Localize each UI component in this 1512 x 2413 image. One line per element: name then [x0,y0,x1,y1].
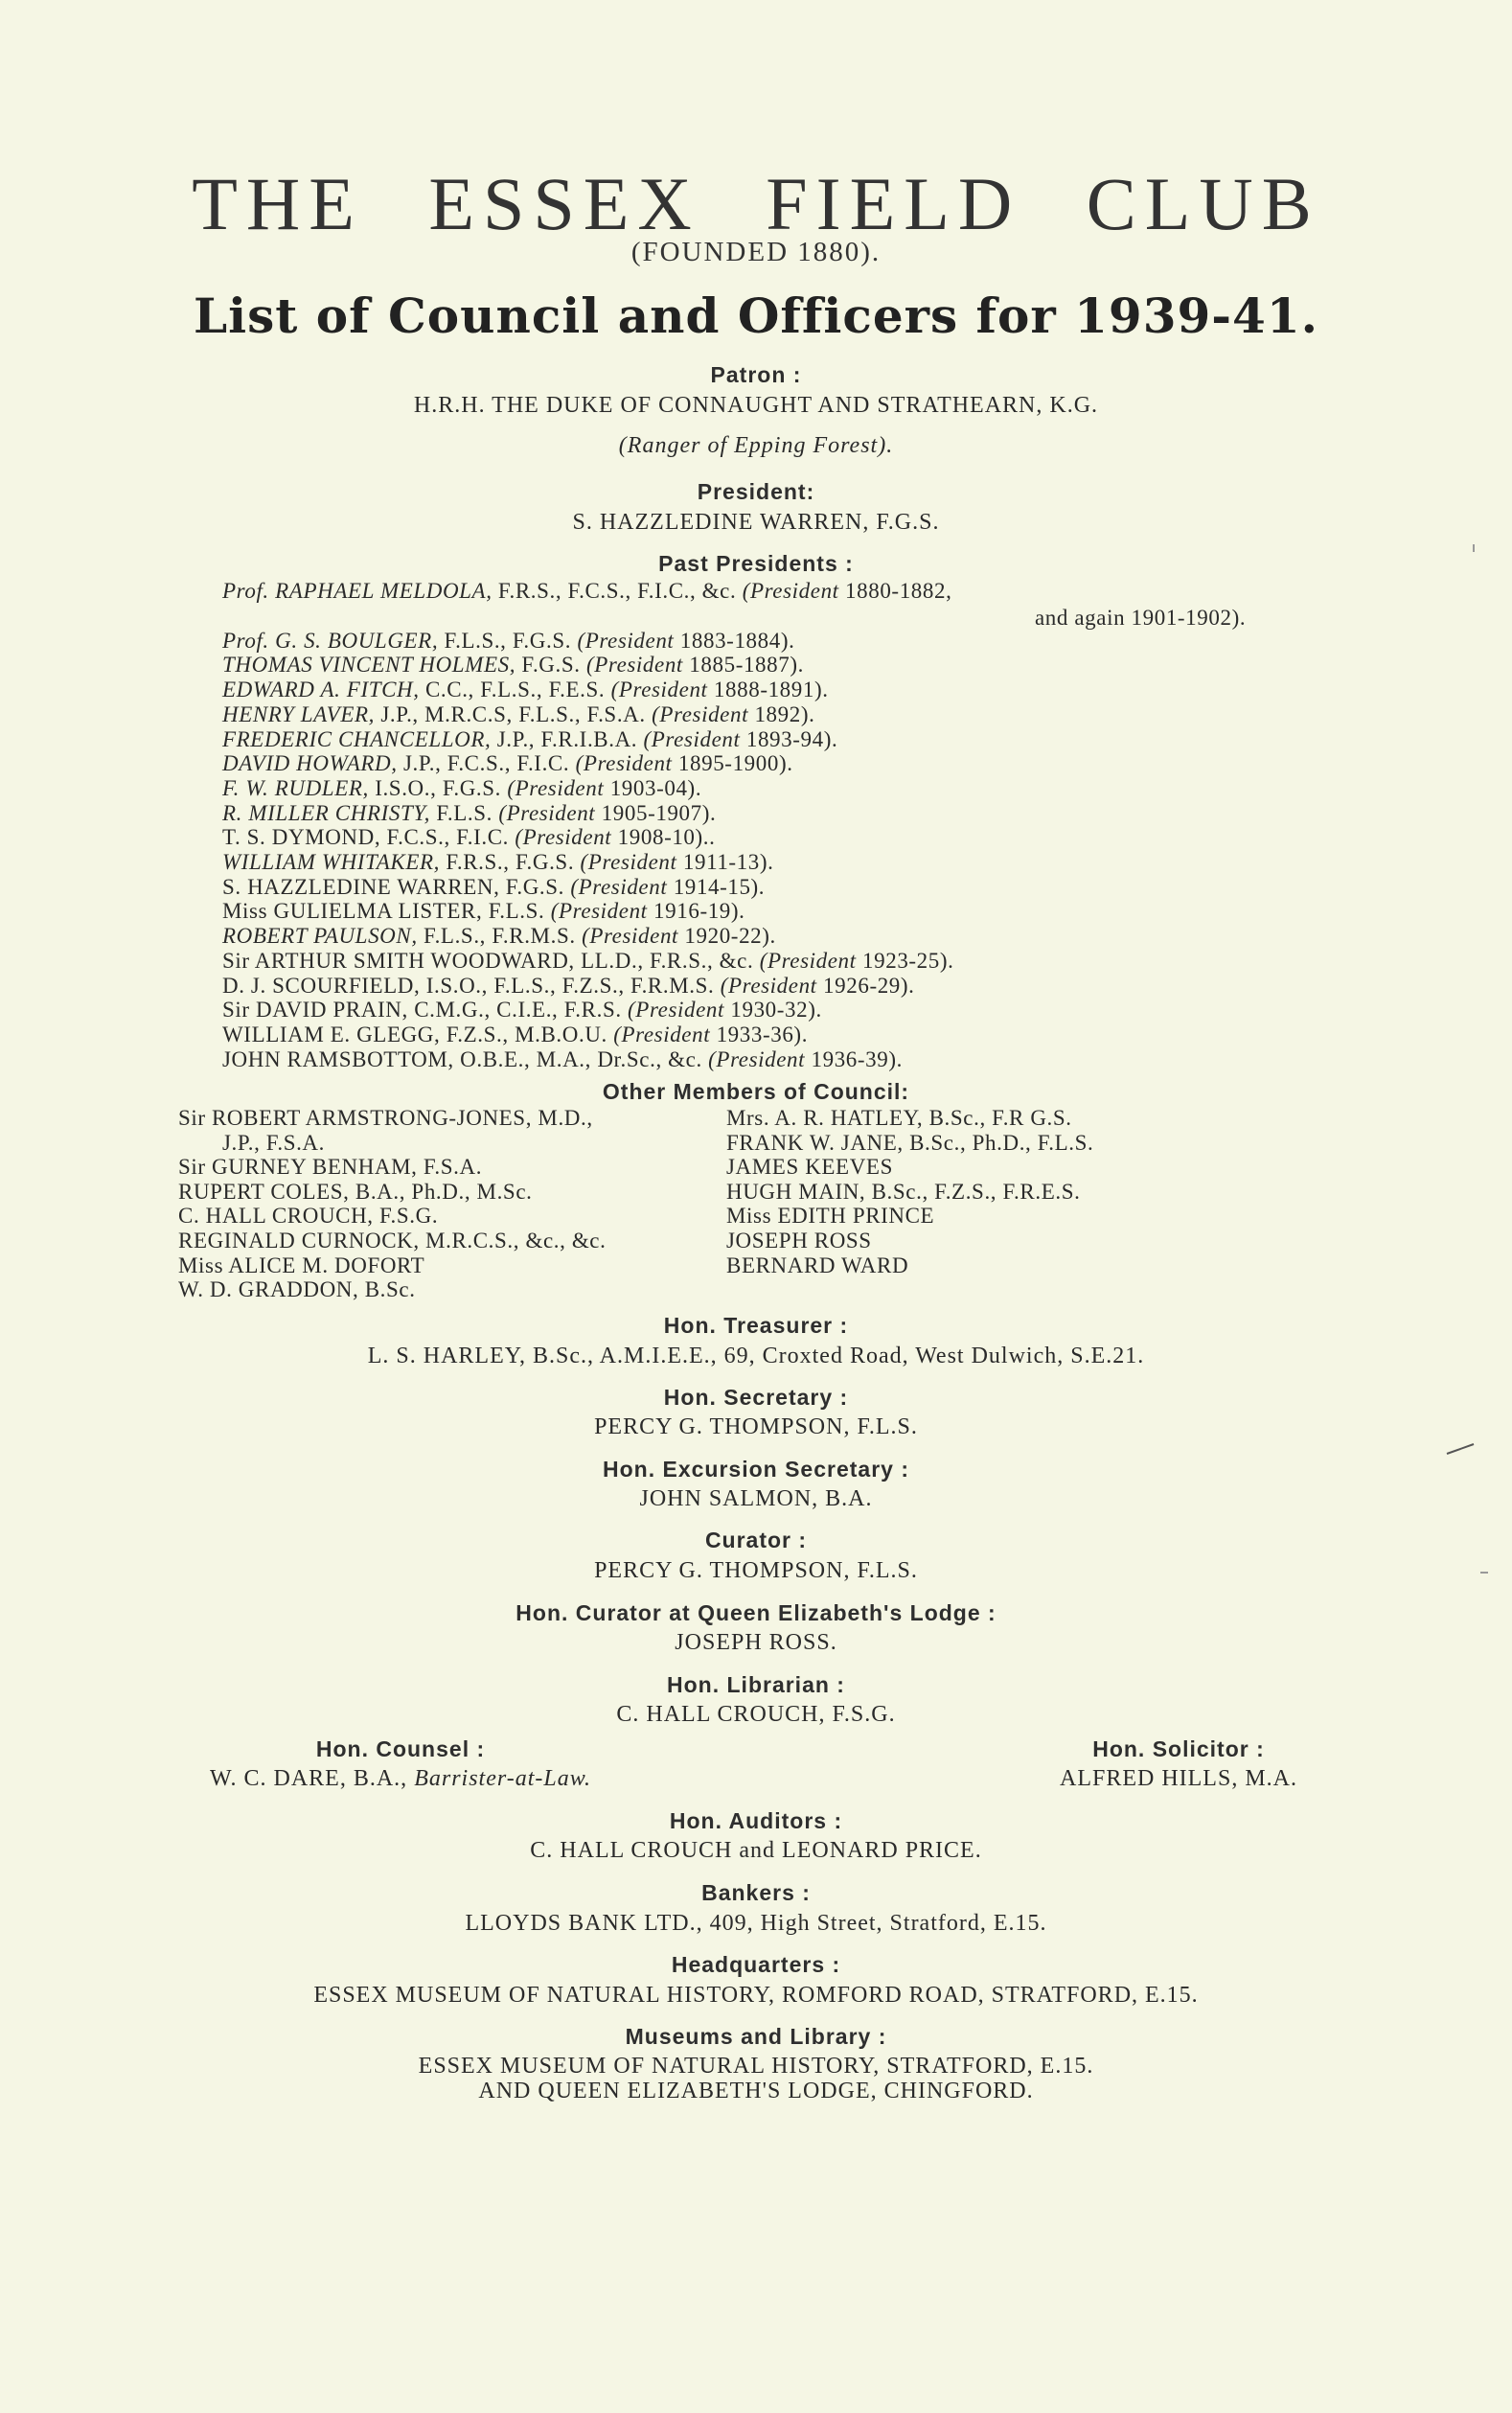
past-president-quals: C.M.G., C.I.E., F.R.S. [414,998,622,1023]
past-president-name: HENRY LAVER, [222,701,375,726]
council-member: JOSEPH ROSS [726,1228,872,1252]
past-president-continuation: and again 1901-1902). [1035,606,1247,630]
past-president-row [222,875,1372,900]
museums-line-1: ESSEX MUSEUM OF NATURAL HISTORY, STRATFORD, E.15. [418,2054,1094,2079]
past-president-name: ROBERT PAULSON, [222,924,418,949]
past-president-quals: J.P., F.R.I.B.A. [496,726,638,751]
past-president-term-label: (President [570,874,668,899]
past-president-name: DAVID HOWARD, [222,751,398,776]
past-president-quals: F.L.S. [488,899,545,924]
past-president-term-label: (President [628,998,725,1023]
past-president-row [222,899,1372,924]
past-president-name: S. HAZZLEDINE WARREN, [222,874,500,899]
librarian-name: C. HALL CROUCH, F.S.G. [616,1702,896,1727]
patron-heading: Patron : [710,362,802,387]
bankers-heading: Bankers : [701,1880,811,1905]
past-president-quals: LL.D., F.R.S., &c. [581,948,754,973]
council-right-column [726,1106,1093,1277]
past-president-name: F. W. RUDLER, [222,775,369,800]
past-president-term-label: (President [582,924,679,949]
past-president-term-label: (President [580,850,677,875]
past-president-quals: O.B.E., M.A., Dr.Sc., &c. [460,1046,702,1071]
past-president-term: 1893-94). [745,726,838,751]
past-president-term: 1916-19). [653,899,745,924]
past-president-term-label: (President [498,800,596,825]
council-member: J.P., F.S.A. [222,1130,325,1155]
past-president-row [222,974,1372,999]
past-president-prefix: Prof. [222,628,269,653]
counsel-role: Barrister-at-Law. [414,1766,591,1791]
past-president-row [222,727,1372,752]
past-president-quals: J.P., F.C.S., F.I.C. [402,751,570,776]
council-member: RUPERT COLES, B.A., Ph.D., M.Sc. [178,1179,533,1204]
council-member: Sir ROBERT ARMSTRONG-JONES, M.D., [178,1106,593,1130]
council-member: Miss ALICE M. DOFORT [178,1252,425,1277]
past-presidents-list [222,579,1372,1071]
founded-note: (FOUNDED 1880). [630,237,882,267]
past-president-term: 1903-04). [609,775,702,800]
past-president-term: 1905-1907). [601,800,717,825]
council-member: Mrs. A. R. HATLEY, B.Sc., F.R G.S. [726,1106,1072,1130]
council-heading: Other Members of Council: [602,1079,910,1104]
past-president-row [222,629,1372,654]
council-member: C. HALL CROUCH, F.S.G. [178,1204,439,1229]
past-president-name: G. S. BOULGER, [275,628,439,653]
past-president-term: 1888-1891). [713,678,829,702]
past-president-term: 1880-1882, [845,579,952,603]
curator-heading: Curator : [704,1528,808,1552]
council-member: REGINALD CURNOCK, M.R.C.S., &c., &c. [178,1228,607,1252]
past-president-row [222,1047,1372,1072]
past-president-term: 1936-39). [811,1046,903,1071]
past-president-quals: F.R.S., F.C.S., F.I.C., &c. [497,579,737,603]
past-president-name: R. MILLER CHRISTY, [222,800,430,825]
past-president-quals: F.Z.S., M.B.O.U. [446,1022,607,1046]
past-president-row [222,801,1372,826]
patron-note: (Ranger of Epping Forest). [618,433,894,458]
secretary-heading: Hon. Secretary : [663,1385,849,1410]
past-president-quals: F.G.S. [521,653,581,678]
past-president-quals: F.R.S., F.G.S. [446,850,575,875]
past-presidents-rows [222,629,1372,1072]
past-president-quals: F.L.S., F.R.M.S. [424,924,576,949]
excursion-secretary-heading: Hon. Excursion Secretary : [603,1457,909,1482]
lodge-curator-heading: Hon. Curator at Queen Elizabeth's Lodge : [515,1600,997,1625]
past-president-term-label: (President [550,899,648,924]
past-president-term: 1911-13). [682,850,774,875]
council-member: W. D. GRADDON, B.Sc. [178,1277,416,1302]
past-president-term: 1923-25). [862,948,954,973]
past-president-name: FREDERIC CHANCELLOR, [222,726,492,751]
past-president-quals: I.S.O., F.G.S. [375,775,502,800]
past-president-quals: C.C., F.L.S., F.E.S. [424,678,606,702]
past-president-name: JOHN RAMSBOTTOM, [222,1046,454,1071]
curator-name: PERCY G. THOMPSON, F.L.S. [594,1558,918,1583]
treasurer-heading: Hon. Treasurer : [663,1313,849,1338]
bankers-name: LLOYDS BANK LTD., 409, High Street, Stratford, E.15. [465,1911,1047,1936]
past-president-term-label: (President [577,628,675,653]
past-president-name: EDWARD A. FITCH, [222,678,420,702]
past-president-row [222,776,1372,801]
page-subtitle: List of Council and Officers for 1939-41. [193,287,1319,344]
past-president-term: 1908-10).. [617,825,716,850]
headquarters-address: ESSEX MUSEUM OF NATURAL HISTORY, ROMFORD ROAD, STRATFORD, E.15. [313,1983,1199,2008]
past-president-row [222,678,1372,702]
museums-line-2: AND QUEEN ELIZABETH'S LODGE, CHINGFORD. [478,2079,1034,2103]
past-president-name: T. S. DYMOND, [222,825,381,850]
past-president-term: 1930-32). [730,998,822,1023]
president-name: S. HAZZLEDINE WARREN, F.G.S. [572,510,940,535]
librarian-heading: Hon. Librarian : [667,1672,845,1697]
auditors-name: C. HALL CROUCH and LEONARD PRICE. [530,1838,982,1863]
lodge-curator-name: JOSEPH ROSS. [675,1630,837,1655]
past-president-row [222,751,1372,776]
museums-heading: Museums and Library : [625,2024,887,2049]
council-member: FRANK W. JANE, B.Sc., Ph.D., F.L.S. [726,1130,1094,1155]
past-president-term-label: (President [613,1022,711,1046]
past-president-term-label: (President [575,751,673,776]
council-member: Miss EDITH PRINCE [726,1204,935,1229]
past-president-term: 1885-1887). [689,653,804,678]
treasurer-name: L. S. HARLEY, B.Sc., A.M.I.E.E., 69, Croxted Road, West Dulwich, S.E.21. [367,1344,1145,1368]
past-president-term: 1926-29). [823,973,915,998]
council-member: Sir GURNEY BENHAM, F.S.A. [178,1155,483,1180]
council-member: HUGH MAIN, B.Sc., F.Z.S., F.R.E.S. [726,1179,1081,1204]
past-president-row [222,924,1372,949]
past-president-name: WILLIAM E. GLEGG, [222,1022,441,1046]
counsel-heading: Hon. Counsel : [315,1736,486,1761]
past-president-quals: F.L.S., F.G.S. [444,628,572,653]
past-president-quals: F.L.S. [436,800,493,825]
past-president-term-label: (President [610,678,708,702]
scan-mark [1473,544,1475,552]
counsel-name: W. C. DARE, B.A., [210,1766,408,1791]
past-president-row [222,653,1372,678]
past-president-row [222,825,1372,850]
past-president-prefix: Prof. [222,579,269,603]
past-president-name: Sir DAVID PRAIN, [222,998,408,1023]
excursion-secretary-name: JOHN SALMON, B.A. [639,1486,873,1511]
past-president-term: 1933-36). [716,1022,809,1046]
past-president-name: RAPHAEL MELDOLA, [275,579,493,603]
headquarters-heading: Headquarters : [671,1952,841,1977]
past-president-term: 1920-22). [684,924,776,949]
past-president-row [222,949,1372,974]
past-president-term: 1892). [754,701,815,726]
past-president-row [222,1023,1372,1047]
past-president-quals: F.G.S. [505,874,564,899]
past-president-term-label: (President [515,825,612,850]
solicitor-name: ALFRED HILLS, M.A. [1059,1766,1297,1791]
past-president-term: 1895-1900). [677,751,793,776]
past-president-name: Sir ARTHUR SMITH WOODWARD, [222,948,575,973]
patron-name: H.R.H. THE DUKE OF CONNAUGHT AND STRATHEARN, K.G. [413,393,1099,418]
solicitor-heading: Hon. Solicitor : [1092,1736,1265,1761]
past-president-row [222,998,1372,1023]
past-president-row [222,702,1372,727]
past-president-name: WILLIAM WHITAKER, [222,850,440,875]
past-president-term-label: (President [507,775,605,800]
past-president-term: 1914-15). [673,874,766,899]
past-president-name: D. J. SCOURFIELD, [222,973,421,998]
past-president-term-label: (President [759,948,857,973]
scan-mark [1445,1442,1478,1456]
past-president-term-label: (President [652,701,749,726]
counsel-entry [180,1766,621,1792]
past-president-quals: I.S.O., F.L.S., F.Z.S., F.R.M.S. [425,973,715,998]
past-president-quals: J.P., M.R.C.S, F.L.S., F.S.A. [380,701,646,726]
scan-mark [1480,1572,1488,1574]
president-heading: President: [697,479,815,504]
past-president-name: THOMAS VINCENT HOLMES, [222,653,516,678]
auditors-heading: Hon. Auditors : [669,1808,843,1833]
past-president-term-label: (President [708,1046,806,1071]
secretary-name: PERCY G. THOMPSON, F.L.S. [594,1414,918,1439]
past-president-name: Miss GULIELMA LISTER, [222,899,483,924]
past-president-quals: F.C.S., F.I.C. [386,825,509,850]
past-president-term-label: (President [720,973,817,998]
page-title: THE ESSEX FIELD CLUB [192,162,1320,245]
past-president-term-label: (President [585,653,683,678]
past-president-term: 1883-1884). [679,628,795,653]
past-president-term-label: (President [643,726,741,751]
council-member: JAMES KEEVES [726,1155,893,1180]
council-member: BERNARD WARD [726,1252,909,1277]
past-president-term-label: (President [742,579,839,603]
council-left-column [178,1106,606,1302]
past-presidents-heading: Past Presidents : [658,551,854,576]
past-president-row [222,850,1372,875]
past-president-row [222,579,1372,604]
